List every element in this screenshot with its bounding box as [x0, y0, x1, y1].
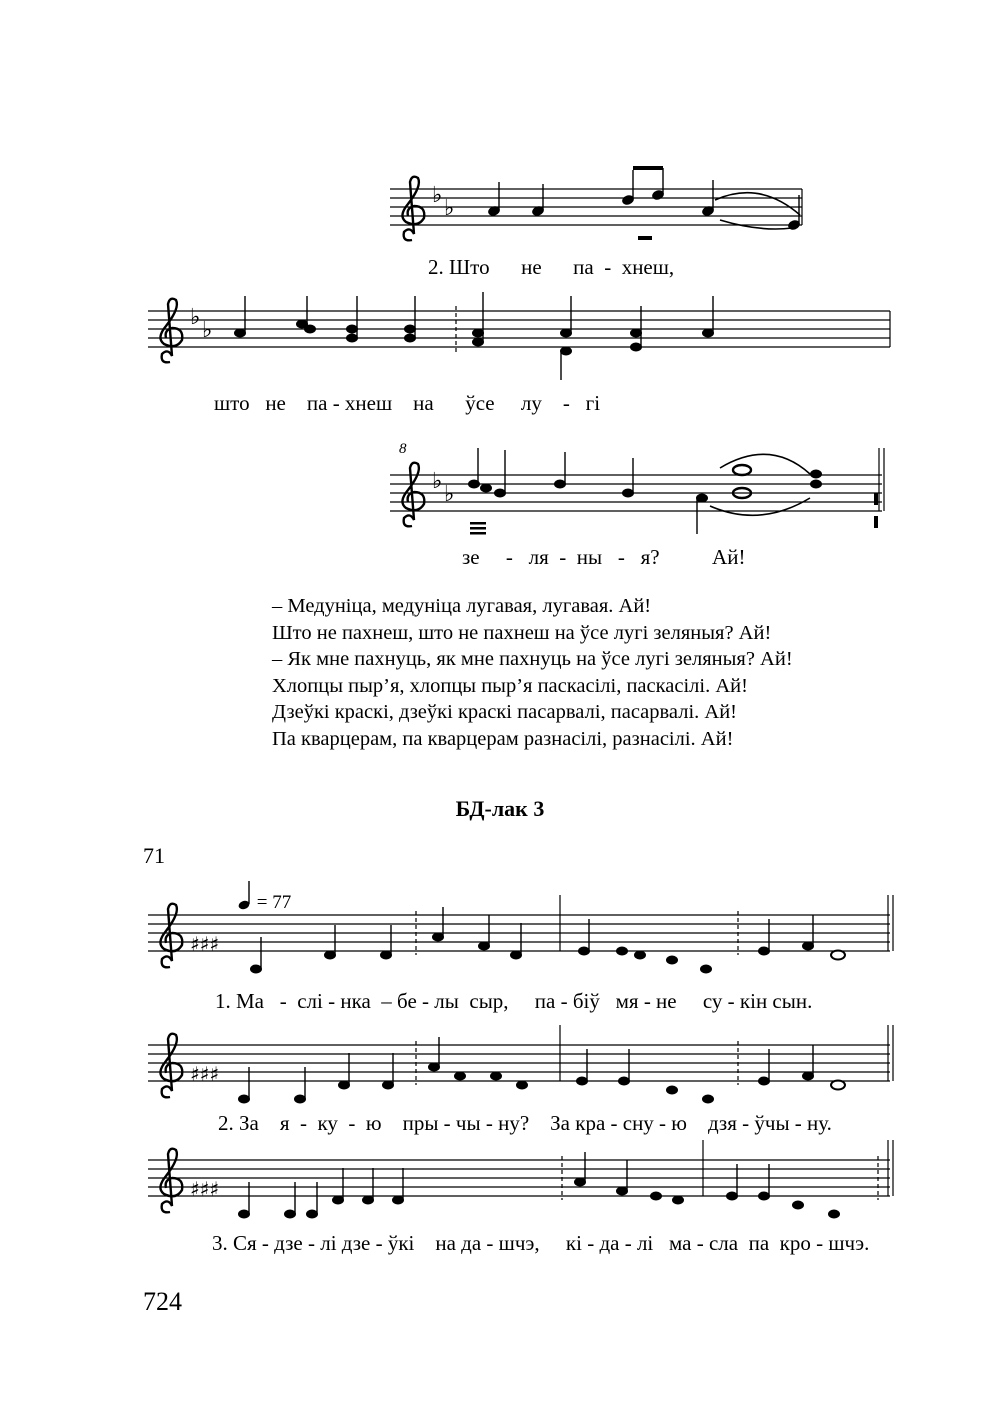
section-title: БД-лак 3 — [455, 796, 545, 821]
treble-clef-icon — [160, 1034, 182, 1098]
song-lyric-line-2: 2. За я - ку - ю пры - чы - ну? За кра - сну - ю дзя - ўчы - ну. — [218, 1111, 832, 1135]
verse-line: – Як мне пахнуць, як мне пахнуць на ўсе лугі зеляныя? Ай! — [272, 648, 793, 671]
svg-text:♭: ♭ — [432, 469, 443, 494]
sharp-signs-icon: ♯♯♯ — [190, 932, 220, 956]
page-number: 724 — [143, 1287, 182, 1316]
song-lyric-line-3: 3. Ся - дзе - лі дзе - ўкі на да - шчэ, кі - да - лі ма - сла па кро - шчэ. — [212, 1231, 870, 1255]
verse-line: – Медуніца, медуніца лугавая, лугавая. Ай! — [272, 595, 652, 617]
verse-line: Што не пахнеш, што не пахнеш на ўсе лугі зеляныя? Ай! — [272, 621, 772, 644]
treble-clef-icon — [402, 177, 424, 241]
song-number: 71 — [143, 843, 165, 868]
sharp-signs-icon: ♯♯♯ — [190, 1177, 220, 1201]
lyric-line-2: што не па - хнеш на ўсе лу - гі — [214, 391, 601, 415]
lyric-line-1: 2. Што не па - хнеш, — [428, 255, 675, 279]
verse-text — [272, 593, 793, 753]
staff-line-3 — [390, 438, 890, 538]
staff-line-4 — [148, 895, 898, 985]
verse-line: Дзеўкі краскі, дзеўкі краскі пасарвалі, пасарвалі. Ай! — [272, 701, 737, 724]
staff-line-2 — [148, 282, 898, 382]
verse-line: Хлопцы пыр’я, хлопцы пыр’я паскасілі, паскасілі. Ай! — [272, 674, 748, 697]
sharp-signs-icon: ♯♯♯ — [190, 1062, 220, 1086]
treble-clef-icon — [402, 463, 424, 527]
svg-text:♭: ♭ — [432, 183, 443, 208]
treble-clef-icon — [160, 904, 182, 968]
staff-line-6 — [148, 1140, 898, 1230]
treble-clef-icon — [160, 1149, 182, 1213]
svg-text:♭: ♭ — [444, 196, 455, 221]
lyric-line-3: зе - ля - ны - я? Ай! — [462, 545, 746, 569]
svg-text:♭: ♭ — [190, 305, 201, 330]
tempo-value: = 77 — [256, 892, 292, 913]
treble-clef-icon — [160, 299, 182, 363]
staff-line-1 — [390, 160, 810, 250]
svg-text:♭: ♭ — [202, 318, 213, 343]
verse-line: Па кварцерам, па кварцерам разнасілі, разнасілі. Ай! — [272, 727, 734, 750]
svg-text:♭: ♭ — [444, 482, 455, 507]
measure-number: 8 — [399, 441, 407, 457]
staff-line-5 — [148, 1025, 898, 1115]
song-lyric-line-1: 1. Ма - слі - нка – бе - лы сыр, па - біў мя - не су - кін сын. — [215, 989, 813, 1013]
